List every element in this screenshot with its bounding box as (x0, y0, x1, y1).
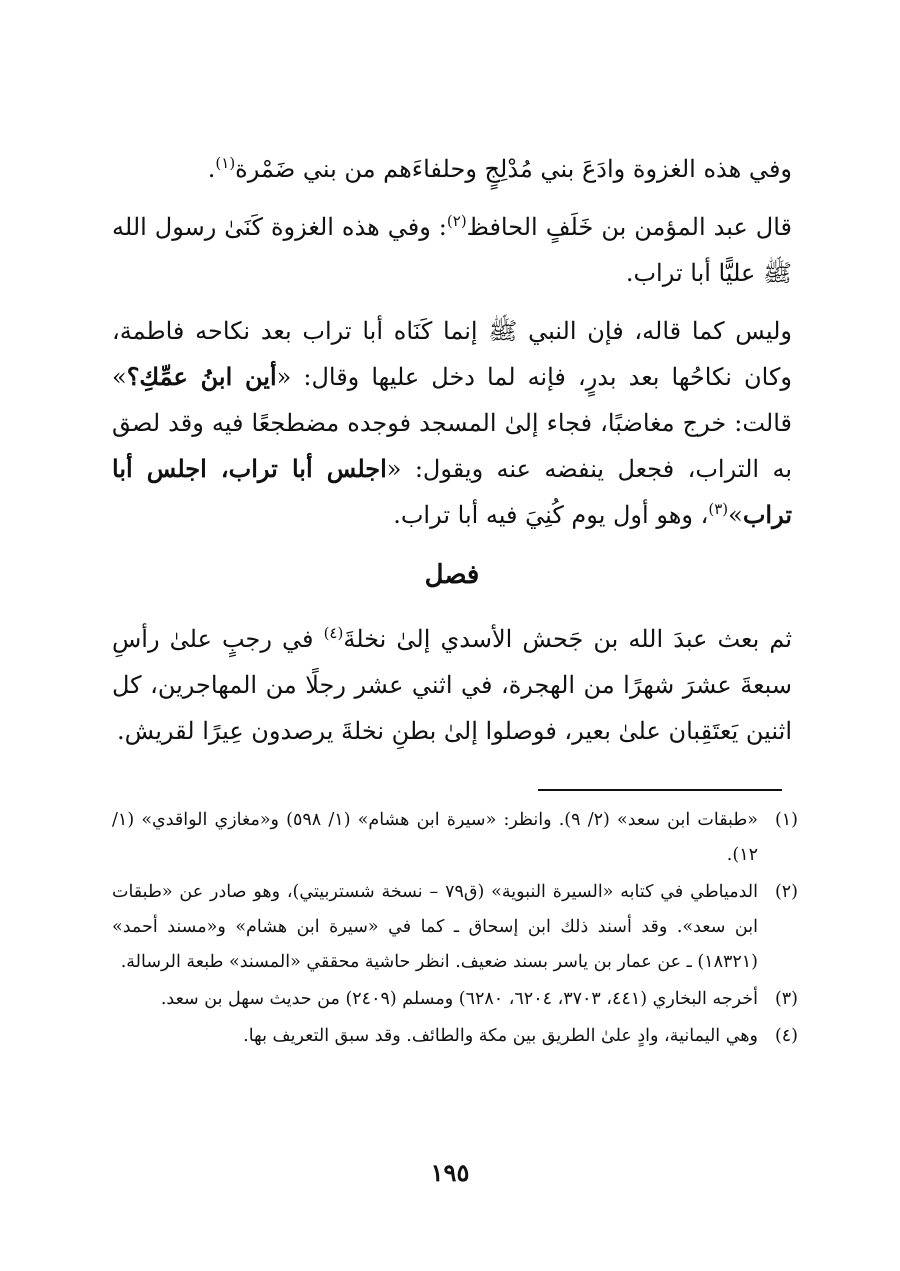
footnote-2-text: الدمياطي في كتابه «السيرة النبوية» (ق٧٩ – نسخة شستربيتي)، وهو صادر عن «طبقات ابن سعد». وقد أسند ذلك ابن إسحاق ـ كما في «سيرة ابن هشام» و«مسند أحمد» (١٨٣٢١) ـ عن عمار بن ياسر بسند ضعيف. انظر حاشية محققي «المسند» طبعة الرسالة. (112, 882, 758, 972)
paragraph-3 (112, 308, 792, 538)
footnote-1 (112, 803, 798, 873)
footnote-1-number: (١) (774, 810, 798, 830)
paragraph-3-text-b: » قالت: خرج مغاضبًا، فجاء إلىٰ المسجد فوجده مضطجعًا فيه وقد لصق به التراب، فجعل ينفضه عنه ويقول: « (112, 363, 792, 483)
footnote-3-number: (٣) (774, 989, 798, 1009)
footnote-3-text: أخرجه البخاري (٤٤١، ٣٧٠٣، ٦٢٠٤، ٦٢٨٠) ومسلم (٢٤٠٩) من حديث سهل بن سعد. (160, 989, 758, 1009)
footnote-ref-4[interactable]: (٤) (323, 624, 344, 642)
footnote-3 (112, 982, 798, 1017)
footnote-ref-1[interactable]: (١) (215, 154, 236, 172)
paragraph-1 (112, 146, 792, 192)
footnote-1-text: «طبقات ابن سعد» (٢/ ٩). وانظر: «سيرة ابن هشام» (١/ ٥٩٨) و«مغازي الواقدي» (١/ ١٢). (112, 810, 758, 865)
paragraph-1-tail: . (207, 155, 216, 183)
page-number: ١٩٥ (430, 1158, 470, 1187)
paragraph-4-text-a: ثم بعث عبدَ الله بن جَحش الأسدي إلىٰ نخلةَ (343, 625, 792, 653)
paragraph-2-text-a: قال عبد المؤمن بن خَلَفٍ الحافظ (466, 213, 792, 241)
footnote-ref-2[interactable]: (٢) (446, 212, 467, 230)
footnote-2 (112, 875, 798, 980)
paragraph-2 (112, 204, 792, 296)
main-text (112, 146, 792, 766)
footnote-divider (538, 789, 782, 791)
paragraph-1-text: وفي هذه الغزوة وادَعَ بني مُدْلِجٍ وحلفاءَهم من بني ضَمْرة (235, 155, 792, 183)
footnote-4-text: وهي اليمانية، وادٍ علىٰ الطريق بين مكة والطائف. وقد سبق التعريف بها. (243, 1026, 758, 1046)
footnote-2-number: (٢) (774, 882, 798, 902)
paragraph-3-text-a: وليس كما قاله، فإن النبي ﷺ إنما كَنَاه أبا تراب بعد نكاحه فاطمة، وكان نكاحُها بعد بدرٍ، فإنه لما دخل عليها وقال: « (112, 317, 792, 391)
paragraph-3-quote-b: اجلس أبا تراب، اجلس أبا تراب (112, 454, 792, 529)
paragraph-4-text-b: في رجبٍ علىٰ رأسِ سبعةَ عشرَ شهرًا من الهجرة، في اثني عشر رجلًا من المهاجرين، كل اثنين يَعتَقِبان علىٰ بعير، فوصلوا إلىٰ بطنِ نخلةَ يرصدون عِيرًا لقريش. (112, 625, 792, 745)
paragraph-3-text-d: ، وهو أول يوم كُنِيَ فيه أبا تراب. (393, 501, 709, 529)
footnote-4 (112, 1019, 798, 1054)
paragraph-2-text-b: : وفي هذه الغزوة كَنَىٰ رسول الله ﷺ عليًّا أبا تراب. (112, 213, 792, 287)
paragraph-3-quote-a: أين ابنُ عمِّكِ؟ (126, 362, 277, 391)
section-heading: فصل (424, 560, 480, 590)
paragraph-4 (112, 616, 792, 754)
footnotes (112, 803, 798, 1056)
footnote-ref-3[interactable]: (٣) (708, 500, 729, 518)
footnote-4-number: (٤) (774, 1026, 798, 1046)
paragraph-3-text-c: » (728, 501, 743, 529)
